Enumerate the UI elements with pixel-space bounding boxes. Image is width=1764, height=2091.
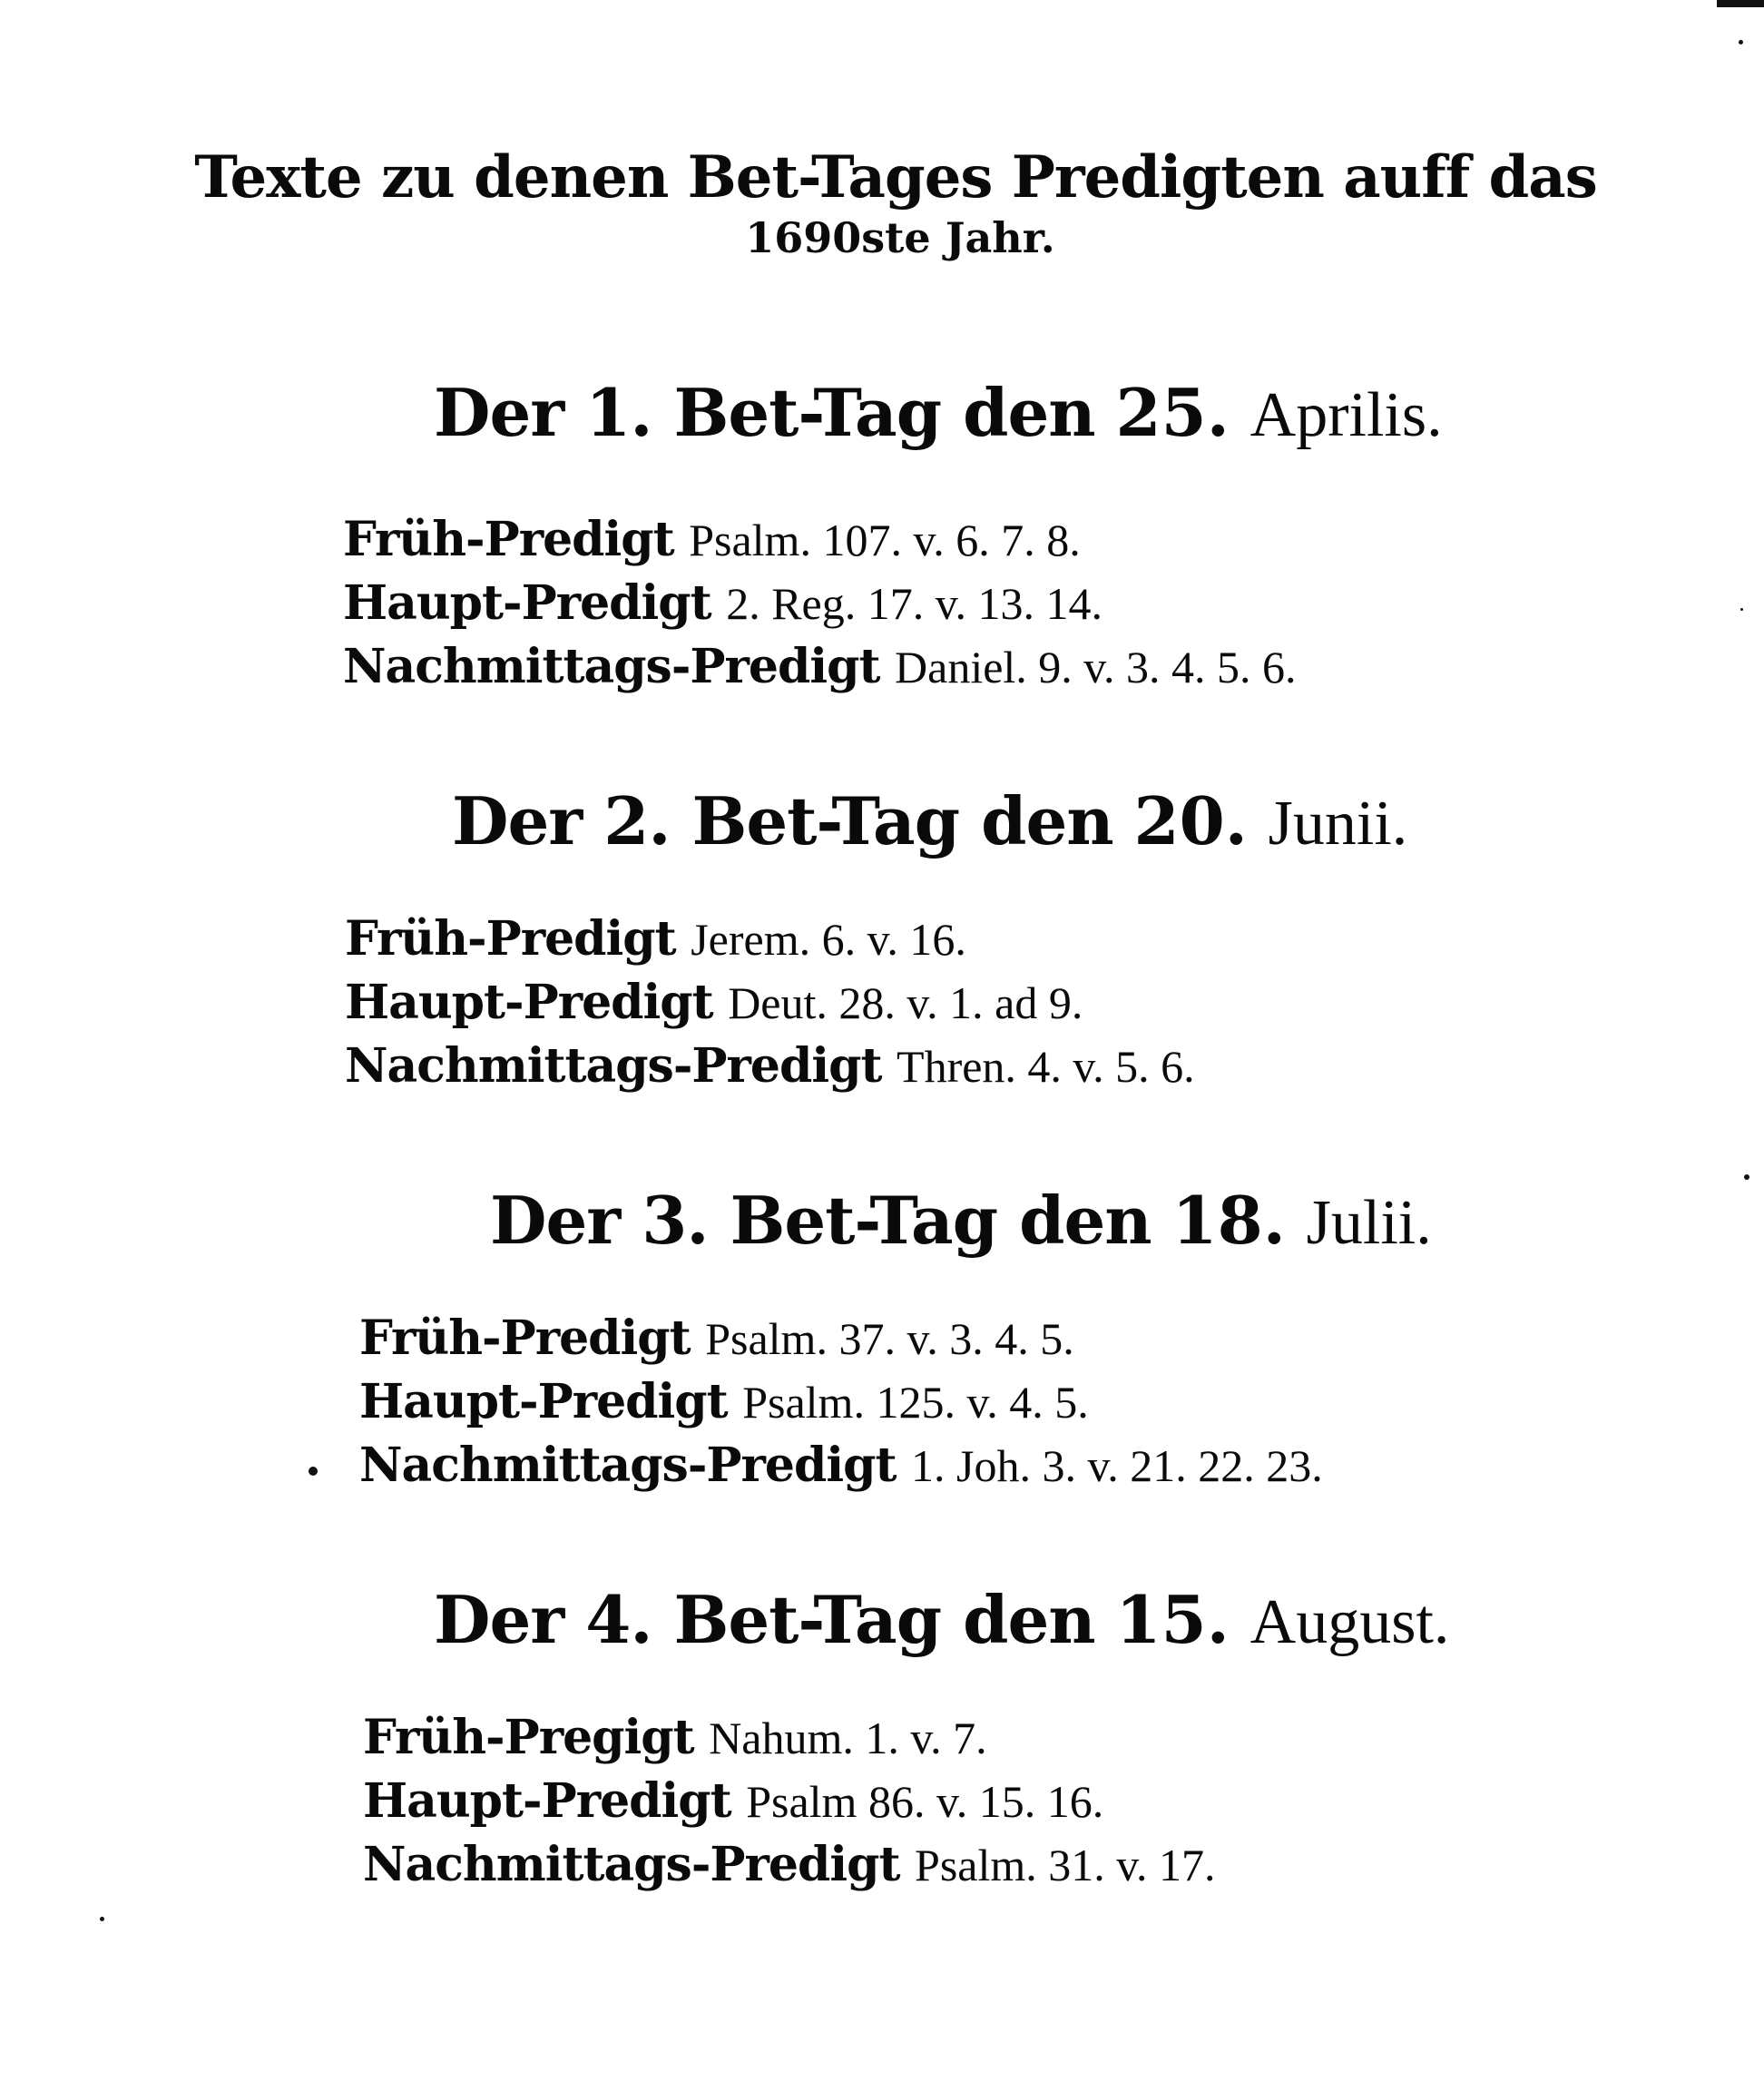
sermon-line — [363, 1770, 1216, 1833]
ink-speck — [1744, 1174, 1749, 1180]
ink-speck — [100, 1917, 104, 1921]
sermon-line — [343, 572, 1297, 635]
sermon-line — [343, 635, 1297, 699]
sermon-line — [345, 1035, 1195, 1098]
sermon-label: Früh-Pregigt — [363, 1710, 694, 1765]
sermon-reference: Psalm. 31. v. 17. — [915, 1840, 1216, 1890]
day-3-heading-prefix: Der 3. Bet-Tag den — [490, 1182, 1152, 1259]
sermon-label: Nachmittags-Predigt — [343, 639, 880, 694]
sermon-reference: Thren. 4. v. 5. 6. — [897, 1041, 1195, 1092]
sermon-line — [359, 1370, 1323, 1434]
day-4-date: 15. — [1115, 1581, 1230, 1658]
sermon-line — [345, 971, 1195, 1035]
sermon-label: Nachmittags-Predigt — [363, 1837, 900, 1892]
day-2-sermon-list — [345, 908, 1195, 1098]
sermon-reference: 1. Joh. 3. v. 21. 22. 23. — [911, 1440, 1323, 1491]
sermon-line — [359, 1307, 1323, 1370]
sermon-reference: Nahum. 1. v. 7. — [709, 1713, 987, 1763]
sermon-label: Nachmittags-Predigt — [345, 1038, 882, 1094]
sermon-label: Haupt-Predigt — [359, 1374, 728, 1429]
sermon-label: Haupt-Predigt — [363, 1773, 731, 1829]
day-1-date: 25. — [1115, 374, 1230, 451]
day-3-sermon-list — [359, 1307, 1323, 1497]
day-4-sermon-list — [363, 1706, 1216, 1897]
day-1-sermon-list — [343, 508, 1297, 699]
day-3-month: Julii. — [1306, 1188, 1432, 1258]
day-1-month: Aprilis. — [1250, 380, 1443, 450]
sermon-reference: Psalm. 125. v. 4. 5. — [742, 1377, 1089, 1428]
ink-speck — [309, 1467, 318, 1476]
day-1-heading-prefix: Der 1. Bet-Tag den — [434, 374, 1095, 451]
sermon-reference: Psalm. 107. v. 6. 7. 8. — [689, 515, 1081, 565]
sermon-label: Früh-Predigt — [345, 911, 676, 967]
sermon-line — [363, 1706, 1216, 1770]
edge-mark — [1717, 0, 1764, 7]
day-4-month: August. — [1250, 1587, 1450, 1657]
day-2-date: 20. — [1133, 782, 1248, 859]
sermon-reference: Deut. 28. v. 1. ad 9. — [728, 977, 1083, 1028]
day-4-heading-prefix: Der 4. Bet-Tag den — [434, 1581, 1095, 1658]
sermon-label: Haupt-Predigt — [345, 975, 713, 1030]
sermon-label: Nachmittags-Predigt — [359, 1438, 897, 1493]
sermon-line — [359, 1434, 1323, 1497]
sermon-line — [345, 908, 1195, 971]
sermon-reference: Daniel. 9. v. 3. 4. 5. 6. — [895, 642, 1297, 692]
day-2-heading-prefix: Der 2. Bet-Tag den — [452, 782, 1113, 859]
day-3-date: 18. — [1171, 1182, 1286, 1259]
day-3-heading — [490, 1180, 1432, 1264]
day-4-heading — [434, 1579, 1449, 1664]
title-line-2: 1690ste Jahr. — [745, 213, 1055, 262]
ink-speck — [1739, 40, 1743, 44]
page-title — [0, 143, 1764, 263]
sermon-reference: Psalm 86. v. 15. 16. — [746, 1776, 1104, 1827]
sermon-label: Früh-Predigt — [343, 512, 674, 567]
day-2-heading — [452, 780, 1407, 865]
sermon-line — [363, 1833, 1216, 1897]
sermon-reference: Jerem. 6. v. 16. — [691, 914, 966, 965]
sermon-reference: Psalm. 37. v. 3. 4. 5. — [705, 1313, 1074, 1364]
sermon-line — [343, 508, 1297, 572]
day-1-heading — [434, 372, 1443, 456]
day-2-month: Junii. — [1268, 789, 1408, 859]
title-line-1: Texte zu denen Bet-Tages Predigten auff das — [194, 143, 1597, 211]
ink-speck — [1740, 608, 1743, 611]
sermon-label: Früh-Predigt — [359, 1311, 691, 1366]
sermon-reference: 2. Reg. 17. v. 13. 14. — [726, 578, 1102, 629]
sermon-label: Haupt-Predigt — [343, 575, 711, 631]
